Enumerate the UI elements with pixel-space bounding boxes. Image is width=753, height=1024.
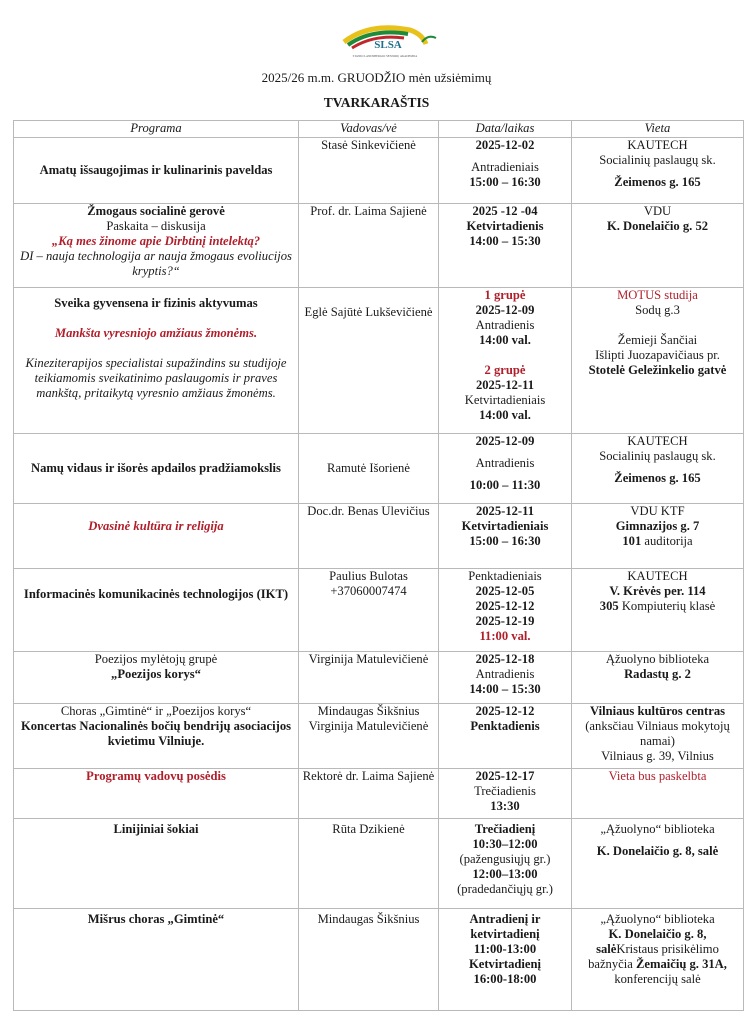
leader-phone[interactable]: +37060007474 bbox=[330, 584, 407, 598]
group-label: 2 grupė bbox=[484, 363, 526, 377]
place-note: (anksčiau Vilniaus mokytojų namai) bbox=[585, 719, 730, 748]
place-cell bbox=[572, 138, 744, 204]
weekday: Antradieniais bbox=[471, 160, 539, 174]
weekday: Antradienis bbox=[475, 456, 535, 470]
place-room-2: konferencijų salė bbox=[614, 972, 701, 986]
place-address: K. Donelaičio g. 8, bbox=[608, 927, 707, 941]
column-header-program: Programa bbox=[14, 121, 299, 138]
leader-name: Paulius Bulotas bbox=[329, 569, 408, 583]
program-cell bbox=[14, 704, 299, 769]
date: 2025-12-09 bbox=[475, 434, 535, 448]
place-name: VDU bbox=[643, 204, 672, 218]
place-address: V. Krėvės per. 114 bbox=[609, 584, 706, 598]
leader-cell bbox=[299, 434, 439, 504]
leader-name: Mindaugas Šikšnius bbox=[317, 912, 420, 926]
leader-name: Virginija Matulevičienė bbox=[308, 719, 429, 733]
leader-name: Mindaugas Šikšnius bbox=[317, 704, 420, 718]
date: 2025-12-11 bbox=[475, 378, 535, 392]
place-name: KAUTECH bbox=[627, 138, 688, 152]
table-row bbox=[14, 909, 744, 1011]
leader-cell bbox=[299, 652, 439, 704]
program-title: Choras „Gimtinė“ ir „Poezijos korys“ bbox=[60, 704, 252, 718]
place-dept: Socialinių paslaugų sk. bbox=[599, 449, 716, 463]
table-row bbox=[14, 504, 744, 569]
program-cell bbox=[14, 434, 299, 504]
program-subtitle: „Poezijos korys“ bbox=[111, 667, 201, 681]
group-label: 1 grupė bbox=[484, 288, 526, 302]
leader-cell bbox=[299, 138, 439, 204]
program-format: Paskaita – diskusija bbox=[106, 219, 206, 233]
date-cell bbox=[439, 504, 572, 569]
place-address: Vilniaus g. 39, Vilnius bbox=[601, 749, 714, 763]
leader-cell bbox=[299, 769, 439, 819]
program-title: Poezijos mylėtojų grupė bbox=[94, 652, 218, 666]
table-row bbox=[14, 704, 744, 769]
date-cell bbox=[439, 819, 572, 909]
program-description: Kineziterapijos specialistai supažindins su studijoje teikiamomis sveikatinimo paslaugomis ir praves mankštą, pritaikytą vyresnio amžiaus žmonėms. bbox=[25, 356, 287, 400]
place-address: K. Donelaičio g. 8, salė bbox=[596, 844, 719, 858]
column-header-place: Vieta bbox=[572, 121, 744, 138]
table-header-row bbox=[14, 121, 744, 138]
date-cell bbox=[439, 138, 572, 204]
weekday: Trečiadienis bbox=[474, 784, 536, 798]
leader-name: Rūta Dzikienė bbox=[332, 822, 405, 836]
weekday: Ketvirtadieniais bbox=[464, 393, 546, 407]
program-description: DI – nauja technologija ar nauja žmogaus evoliucijos kryptis?“ bbox=[20, 249, 292, 278]
program-cell bbox=[14, 204, 299, 288]
time: 15:00 – 16:30 bbox=[469, 175, 541, 189]
date-cell bbox=[439, 204, 572, 288]
date: 2025-12-18 bbox=[475, 652, 535, 666]
room-number: 305 bbox=[599, 599, 619, 613]
leader-name: Ramutė Išorienė bbox=[327, 461, 410, 475]
place-address: Radastų g. 2 bbox=[624, 667, 691, 681]
weekday: Penktadienis bbox=[470, 719, 540, 733]
program-title: Programų vadovų posėdis bbox=[86, 769, 226, 783]
date: 2025-12-17 bbox=[475, 769, 535, 783]
time: 12:00–13:00 bbox=[472, 867, 538, 881]
date: 2025-12-02 bbox=[475, 138, 535, 152]
place-directions: Išlipti Juozapavičiaus pr. bbox=[595, 348, 720, 362]
time: 10:00 – 11:30 bbox=[469, 478, 541, 492]
place-cell bbox=[572, 652, 744, 704]
date: 2025-12-05 bbox=[475, 584, 535, 598]
place-name: VDU KTF bbox=[630, 504, 685, 518]
program-cell bbox=[14, 652, 299, 704]
time: 10:30–12:00 bbox=[472, 837, 538, 851]
column-header-date: Data/laikas bbox=[439, 121, 572, 138]
place-address: Žeimenos g. 165 bbox=[614, 175, 701, 189]
place-dept: Socialinių paslaugų sk. bbox=[599, 153, 716, 167]
time: 16:00-18:00 bbox=[473, 972, 537, 986]
program-title: Žmogaus socialinė gerovė bbox=[87, 204, 225, 218]
place-name: Vilniaus kultūros centras bbox=[589, 704, 726, 718]
table-row bbox=[14, 204, 744, 288]
place-name: KAUTECH bbox=[627, 434, 688, 448]
logo-text: SLSA bbox=[374, 39, 402, 51]
leader-cell bbox=[299, 504, 439, 569]
leader-cell bbox=[299, 909, 439, 1011]
program-cell bbox=[14, 138, 299, 204]
program-title: Dvasinė kultūra ir religija bbox=[88, 519, 224, 533]
date: 2025-12-11 bbox=[475, 504, 535, 518]
date-cell bbox=[439, 288, 572, 434]
room-number: 101 bbox=[622, 534, 642, 548]
place-room: salė bbox=[596, 942, 617, 956]
table-row bbox=[14, 434, 744, 504]
table-row bbox=[14, 652, 744, 704]
time: 13:30 bbox=[490, 799, 520, 813]
slsa-logo bbox=[330, 18, 440, 60]
weekday: Ketvirtadieniais bbox=[461, 519, 549, 533]
place-cell bbox=[572, 504, 744, 569]
program-title: Sveika gyvensena ir fizinis aktyvumas bbox=[54, 296, 258, 310]
date-cell bbox=[439, 769, 572, 819]
place-address: Žeimenos g. 165 bbox=[614, 471, 701, 485]
weekday: Antradienį ir ketvirtadienį bbox=[469, 912, 541, 941]
date-cell bbox=[439, 434, 572, 504]
place-cell bbox=[572, 769, 744, 819]
leader-name: Stasė Sinkevičienė bbox=[321, 138, 416, 152]
place-address: K. Donelaičio g. 52 bbox=[606, 219, 709, 233]
place-name: Ąžuolyno biblioteka bbox=[605, 652, 710, 666]
place-cell bbox=[572, 288, 744, 434]
date: 2025-12-19 bbox=[475, 614, 535, 628]
date: 2025 -12 -04 bbox=[472, 204, 538, 218]
program-title: Amatų išsaugojimas ir kulinarinis paveldas bbox=[39, 163, 273, 177]
table-row bbox=[14, 288, 744, 434]
time: 11:00 val. bbox=[479, 629, 531, 643]
leader-cell bbox=[299, 569, 439, 652]
weekday: Penktadieniais bbox=[468, 569, 542, 583]
program-cell bbox=[14, 769, 299, 819]
date-cell bbox=[439, 909, 572, 1011]
place-cell bbox=[572, 434, 744, 504]
weekday: Antradienis bbox=[475, 667, 535, 681]
leader-name: Doc.dr. Benas Ulevičius bbox=[307, 504, 430, 518]
group-note: (pažengusiųjų gr.) bbox=[459, 852, 551, 866]
program-title: Mišrus choras „Gimtinė“ bbox=[87, 912, 225, 926]
place-name: MOTUS studija bbox=[617, 288, 698, 302]
time: 15:00 – 16:30 bbox=[469, 534, 541, 548]
time: 14:00 val. bbox=[479, 408, 531, 422]
place-stop: Stotelė Geležinkelio gatvė bbox=[588, 363, 727, 377]
logo-caption: STANIO LANDSBERGIO SENJORŲ AKADEMIJA bbox=[352, 54, 418, 58]
place-name: Vieta bus paskelbta bbox=[608, 769, 707, 783]
leader-cell bbox=[299, 819, 439, 909]
leader-cell bbox=[299, 204, 439, 288]
time: 14:00 – 15:30 bbox=[469, 682, 541, 696]
time: 11:00-13:00 bbox=[473, 942, 537, 956]
room-label: Kompiuterių klasė bbox=[621, 599, 716, 613]
program-cell bbox=[14, 909, 299, 1011]
place-cell bbox=[572, 569, 744, 652]
program-cell bbox=[14, 819, 299, 909]
leader-cell bbox=[299, 704, 439, 769]
place-address: Gimnazijos g. 7 bbox=[615, 519, 700, 533]
program-cell bbox=[14, 504, 299, 569]
leader-name: Prof. dr. Laima Sajienė bbox=[310, 204, 427, 218]
table-row bbox=[14, 138, 744, 204]
weekday: Trečiadienį bbox=[474, 822, 536, 836]
time: 14:00 val. bbox=[479, 333, 531, 347]
place-name-2: Kristaus prisikėlimo bažnyčia bbox=[588, 942, 719, 971]
date: 2025-12-09 bbox=[475, 303, 535, 317]
place-name: „Ąžuolyno“ biblioteka bbox=[600, 912, 715, 926]
date: 2025-12-12 bbox=[475, 704, 535, 718]
room-label: auditorija bbox=[644, 534, 693, 548]
date-cell bbox=[439, 652, 572, 704]
date-cell bbox=[439, 569, 572, 652]
place-name: „Ąžuolyno“ biblioteka bbox=[600, 822, 715, 836]
weekday: Antradienis bbox=[475, 318, 535, 332]
leader-name: Eglė Sajūtė Lukševičienė bbox=[304, 305, 433, 319]
leader-name: Virginija Matulevičienė bbox=[308, 652, 429, 666]
place-cell bbox=[572, 204, 744, 288]
group-note: (pradedančiųjų gr.) bbox=[457, 882, 553, 896]
time: 14:00 – 15:30 bbox=[469, 234, 541, 248]
weekday: Ketvirtadienį bbox=[468, 957, 542, 971]
program-cell bbox=[14, 569, 299, 652]
leader-cell bbox=[299, 288, 439, 434]
program-description: Koncertas Nacionalinės bočių bendrijų asociacijos kvietimu Vilniuje. bbox=[20, 719, 292, 748]
place-name: KAUTECH bbox=[627, 569, 688, 583]
program-title: Linijiniai šokiai bbox=[113, 822, 199, 836]
schedule-table bbox=[13, 120, 744, 1011]
program-cell bbox=[14, 288, 299, 434]
place-cell bbox=[572, 909, 744, 1011]
place-cell bbox=[572, 819, 744, 909]
logo-arc-icon bbox=[330, 18, 440, 60]
place-district: Žemieji Šančiai bbox=[617, 333, 698, 347]
leader-name: Rektorė dr. Laima Sajienė bbox=[302, 769, 435, 783]
weekday: Ketvirtadienis bbox=[466, 219, 544, 233]
page-title: TVARKARAŠTIS bbox=[323, 95, 430, 110]
program-title: Informacinės komunikacinės technologijos (IKT) bbox=[23, 587, 289, 601]
place-cell bbox=[572, 704, 744, 769]
program-title: Namų vidaus ir išorės apdailos pradžiamokslis bbox=[31, 461, 281, 475]
date: 2025-12-12 bbox=[475, 599, 535, 613]
place-address: Sodų g.3 bbox=[635, 303, 680, 317]
program-topic: Mankšta vyresniojo amžiaus žmonėms. bbox=[54, 326, 258, 340]
program-topic: „Ką mes žinome apie Dirbtinį intelektą? bbox=[51, 234, 261, 248]
column-header-leader: Vadovas/vė bbox=[299, 121, 439, 138]
place-address-2: Žemaičių g. 31A, bbox=[635, 957, 727, 971]
date-cell bbox=[439, 704, 572, 769]
table-row bbox=[14, 819, 744, 909]
page-subtitle: 2025/26 m.m. GRUODŽIO mėn užsiėmimų bbox=[261, 70, 492, 85]
table-row bbox=[14, 569, 744, 652]
table-row bbox=[14, 769, 744, 819]
